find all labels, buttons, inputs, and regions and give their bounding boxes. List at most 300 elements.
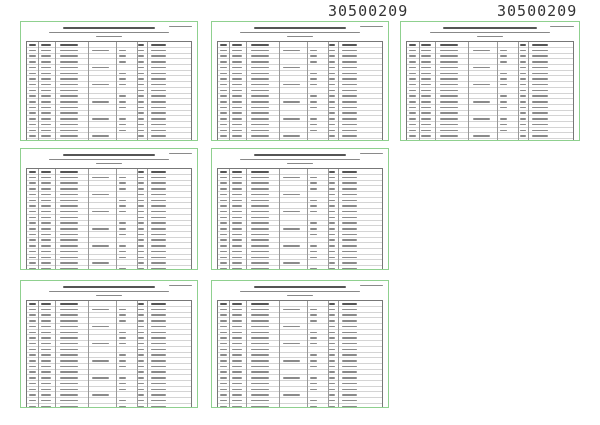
table-cell-text xyxy=(29,354,36,356)
table-cell-text xyxy=(232,383,242,385)
table-cell-text xyxy=(329,406,335,408)
table-cell-text xyxy=(138,101,144,103)
table-cell-text xyxy=(329,67,335,69)
table-cell-text xyxy=(283,101,300,103)
table-cell-text xyxy=(329,394,335,396)
report-page-p6 xyxy=(20,280,198,408)
table-cell-text xyxy=(232,61,242,63)
table-cell-text xyxy=(532,61,548,63)
table-cell-text xyxy=(421,84,431,86)
table-cell-text xyxy=(342,101,357,103)
table-cell-text xyxy=(41,251,51,253)
table-cell-text xyxy=(151,257,166,259)
table-cell-text xyxy=(220,354,227,356)
table-cell-text xyxy=(342,371,357,373)
table-cell-text xyxy=(119,55,126,57)
table-cell-text xyxy=(138,84,144,86)
table-cell-text xyxy=(119,107,126,109)
table-cell-text xyxy=(251,366,269,368)
table-cell-text xyxy=(520,112,526,114)
table-header-cell-text xyxy=(60,171,78,173)
table-cell-text xyxy=(310,309,317,311)
table-cell-text xyxy=(329,222,335,224)
table-cell-text xyxy=(138,182,144,184)
table-cell-text xyxy=(232,400,242,402)
table-cell-text xyxy=(92,101,109,103)
table-cell-text xyxy=(342,200,357,202)
table-cell-text xyxy=(251,400,269,402)
table-cell-text xyxy=(220,67,227,69)
table-cell-text xyxy=(119,130,126,132)
table-cell-text xyxy=(251,124,269,126)
table-cell-text xyxy=(41,366,51,368)
table-cell-text xyxy=(500,55,508,57)
table-cell-text xyxy=(220,177,227,179)
table-header-cell-text xyxy=(409,44,416,46)
table-cell-text xyxy=(310,406,317,408)
page-stamp-text xyxy=(169,153,192,154)
table-cell-text xyxy=(151,326,166,328)
table-cell-text xyxy=(29,383,36,385)
table-cell-text xyxy=(251,257,269,259)
table-cell-text xyxy=(41,118,51,120)
table-cell-text xyxy=(310,78,317,80)
table-cell-text xyxy=(232,55,242,57)
table-header-cell-text xyxy=(60,303,78,305)
table-cell-text xyxy=(60,211,78,213)
table-cell-text xyxy=(41,124,51,126)
table-cell-text xyxy=(29,200,36,202)
table-cell-text xyxy=(119,251,126,253)
table-cell-text xyxy=(329,84,335,86)
table-cell-text xyxy=(29,188,36,190)
table-cell-text xyxy=(29,124,36,126)
table-cell-text xyxy=(41,383,51,385)
table-cell-text xyxy=(251,61,269,63)
table-cell-text xyxy=(342,337,357,339)
page-stamp-text xyxy=(550,26,574,27)
report-table xyxy=(217,168,383,270)
table-cell-text xyxy=(329,332,335,334)
table-cell-text xyxy=(520,118,526,120)
table-cell-text xyxy=(60,389,78,391)
page-stamp-text xyxy=(360,26,383,27)
table-cell-text xyxy=(151,320,166,322)
table-cell-text xyxy=(220,211,227,213)
table-cell-text xyxy=(329,124,335,126)
table-cell-text xyxy=(232,50,242,52)
table-cell-text xyxy=(119,205,126,207)
table-cell-text xyxy=(138,400,144,402)
header-text-line xyxy=(240,291,360,293)
table-cell-text xyxy=(41,95,51,97)
table-cell-text xyxy=(41,309,51,311)
table-cell-text xyxy=(310,332,317,334)
table-cell-text xyxy=(342,194,357,196)
table-cell-text xyxy=(220,84,227,86)
table-cell-text xyxy=(220,107,227,109)
table-cell-text xyxy=(251,245,269,247)
table-cell-text xyxy=(329,188,335,190)
table-column-divider xyxy=(307,169,308,270)
table-cell-text xyxy=(409,101,416,103)
table-cell-text xyxy=(92,360,109,362)
table-cell-text xyxy=(232,205,242,207)
table-cell-text xyxy=(251,67,269,69)
table-column-divider xyxy=(229,301,230,408)
table-cell-text xyxy=(41,78,51,80)
table-cell-text xyxy=(329,217,335,219)
table-cell-text xyxy=(119,200,126,202)
table-cell-text xyxy=(310,228,317,230)
table-cell-text xyxy=(60,262,78,264)
table-cell-text xyxy=(520,107,526,109)
table-cell-text xyxy=(92,50,109,52)
table-cell-text xyxy=(220,257,227,259)
table-cell-text xyxy=(29,177,36,179)
table-cell-text xyxy=(60,124,78,126)
table-cell-text xyxy=(138,188,144,190)
table-cell-text xyxy=(500,78,508,80)
table-cell-text xyxy=(283,84,300,86)
table-cell-text xyxy=(138,389,144,391)
table-cell-text xyxy=(251,371,269,373)
sheet-number: 30500209 xyxy=(328,2,409,20)
table-cell-text xyxy=(310,314,317,316)
table-cell-text xyxy=(151,268,166,270)
table-header-cell-text xyxy=(440,44,458,46)
table-cell-text xyxy=(532,84,548,86)
table-cell-text xyxy=(251,135,269,137)
table-cell-text xyxy=(41,377,51,379)
table-cell-text xyxy=(232,194,242,196)
table-cell-text xyxy=(138,251,144,253)
table-cell-text xyxy=(532,107,548,109)
table-cell-text xyxy=(60,383,78,385)
report-table xyxy=(26,168,192,270)
table-cell-text xyxy=(119,400,126,402)
report-table xyxy=(406,41,574,141)
table-cell-text xyxy=(232,112,242,114)
table-cell-text xyxy=(329,135,335,137)
table-cell-text xyxy=(119,389,126,391)
table-header-cell-text xyxy=(329,171,335,173)
table-cell-text xyxy=(310,205,317,207)
table-cell-text xyxy=(329,95,335,97)
table-column-divider xyxy=(338,169,339,270)
table-column-divider xyxy=(279,169,280,270)
table-cell-text xyxy=(342,107,357,109)
table-cell-text xyxy=(232,84,242,86)
table-cell-text xyxy=(29,262,36,264)
table-cell-text xyxy=(520,130,526,132)
table-cell-text xyxy=(232,314,242,316)
table-cell-text xyxy=(532,112,548,114)
table-cell-text xyxy=(60,112,78,114)
table-cell-text xyxy=(342,205,357,207)
table-cell-text xyxy=(41,354,51,356)
table-cell-text xyxy=(310,95,317,97)
table-cell-text xyxy=(342,360,357,362)
table-cell-text xyxy=(329,177,335,179)
table-cell-text xyxy=(220,78,227,80)
table-cell-text xyxy=(232,101,242,103)
table-header-cell-text xyxy=(151,171,166,173)
table-cell-text xyxy=(41,337,51,339)
table-cell-text xyxy=(232,188,242,190)
table-header-cell-text xyxy=(232,44,242,46)
table-cell-text xyxy=(138,55,144,57)
page-stamp-text xyxy=(360,285,383,286)
table-cell-text xyxy=(220,314,227,316)
table-cell-text xyxy=(342,188,357,190)
table-cell-text xyxy=(310,211,317,213)
table-column-divider xyxy=(55,301,56,408)
table-cell-text xyxy=(220,371,227,373)
table-cell-text xyxy=(41,234,51,236)
table-cell-text xyxy=(60,268,78,270)
table-cell-text xyxy=(251,90,269,92)
table-cell-text xyxy=(151,118,166,120)
table-cell-text xyxy=(220,73,227,75)
table-header-cell-text xyxy=(41,44,51,46)
table-cell-text xyxy=(220,262,227,264)
table-header-cell-text xyxy=(232,171,242,173)
table-cell-text xyxy=(440,112,458,114)
table-cell-text xyxy=(119,228,126,230)
header-text-line xyxy=(254,154,347,156)
table-cell-text xyxy=(232,360,242,362)
table-cell-text xyxy=(60,394,78,396)
table-cell-text xyxy=(138,245,144,247)
table-cell-text xyxy=(440,118,458,120)
table-cell-text xyxy=(329,200,335,202)
header-text-line xyxy=(63,27,156,29)
table-cell-text xyxy=(138,262,144,264)
table-cell-text xyxy=(151,101,166,103)
table-cell-text xyxy=(500,130,508,132)
table-cell-text xyxy=(60,205,78,207)
table-cell-text xyxy=(119,211,126,213)
table-cell-text xyxy=(220,383,227,385)
table-cell-text xyxy=(41,326,51,328)
table-cell-text xyxy=(151,389,166,391)
table-cell-text xyxy=(532,78,548,80)
table-cell-text xyxy=(310,188,317,190)
table-cell-text xyxy=(342,394,357,396)
table-cell-text xyxy=(251,228,269,230)
table-cell-text xyxy=(41,371,51,373)
header-text-line xyxy=(49,291,169,293)
table-cell-text xyxy=(283,394,300,396)
table-cell-text xyxy=(421,124,431,126)
table-cell-text xyxy=(41,400,51,402)
table-cell-text xyxy=(60,118,78,120)
table-cell-text xyxy=(342,251,357,253)
table-cell-text xyxy=(60,135,78,137)
table-cell-text xyxy=(251,262,269,264)
table-cell-text xyxy=(232,354,242,356)
table-cell-text xyxy=(220,349,227,351)
table-cell-text xyxy=(151,332,166,334)
table-cell-text xyxy=(41,200,51,202)
table-cell-text xyxy=(119,101,126,103)
table-cell-text xyxy=(151,84,166,86)
table-cell-text xyxy=(220,228,227,230)
table-cell-text xyxy=(41,90,51,92)
table-cell-text xyxy=(251,107,269,109)
table-cell-text xyxy=(251,337,269,339)
table-cell-text xyxy=(220,326,227,328)
table-cell-text xyxy=(220,400,227,402)
table-cell-text xyxy=(41,73,51,75)
table-cell-text xyxy=(232,211,242,213)
table-cell-text xyxy=(232,217,242,219)
table-cell-text xyxy=(29,182,36,184)
table-cell-text xyxy=(342,239,357,241)
table-cell-text xyxy=(251,394,269,396)
table-cell-text xyxy=(220,343,227,345)
table-cell-text xyxy=(283,228,300,230)
table-cell-text xyxy=(232,251,242,253)
table-cell-text xyxy=(151,61,166,63)
table-cell-text xyxy=(232,389,242,391)
table-cell-text xyxy=(41,188,51,190)
table-cell-text xyxy=(220,406,227,408)
table-cell-text xyxy=(440,50,458,52)
table-cell-text xyxy=(92,194,109,196)
table-cell-text xyxy=(60,78,78,80)
table-column-divider xyxy=(116,301,117,408)
table-cell-text xyxy=(500,50,508,52)
table-cell-text xyxy=(232,135,242,137)
table-cell-text xyxy=(520,78,526,80)
table-cell-text xyxy=(119,332,126,334)
table-cell-text xyxy=(232,349,242,351)
table-column-divider xyxy=(88,42,89,141)
table-cell-text xyxy=(41,217,51,219)
table-cell-text xyxy=(29,222,36,224)
table-cell-text xyxy=(421,55,431,57)
table-cell-text xyxy=(421,95,431,97)
table-cell-text xyxy=(151,73,166,75)
table-cell-text xyxy=(421,107,431,109)
table-cell-text xyxy=(119,268,126,270)
table-cell-text xyxy=(310,320,317,322)
table-cell-text xyxy=(232,394,242,396)
table-cell-text xyxy=(283,50,300,52)
table-cell-text xyxy=(60,194,78,196)
header-text-line xyxy=(240,32,360,34)
table-column-divider xyxy=(88,169,89,270)
table-cell-text xyxy=(220,50,227,52)
table-cell-text xyxy=(220,194,227,196)
table-cell-text xyxy=(232,200,242,202)
table-cell-text xyxy=(138,349,144,351)
table-cell-text xyxy=(138,228,144,230)
table-cell-text xyxy=(440,55,458,57)
table-header-cell-text xyxy=(60,44,78,46)
table-cell-text xyxy=(232,130,242,132)
header-text-line xyxy=(63,286,156,288)
table-cell-text xyxy=(520,61,526,63)
table-header-cell-text xyxy=(232,303,242,305)
table-column-divider xyxy=(419,42,420,141)
table-cell-text xyxy=(520,84,526,86)
table-cell-text xyxy=(310,130,317,132)
table-cell-text xyxy=(520,135,526,137)
table-cell-text xyxy=(60,73,78,75)
table-cell-text xyxy=(329,245,335,247)
table-cell-text xyxy=(60,360,78,362)
table-cell-text xyxy=(329,234,335,236)
table-cell-text xyxy=(409,112,416,114)
table-cell-text xyxy=(92,67,109,69)
table-cell-text xyxy=(232,406,242,408)
table-cell-text xyxy=(220,101,227,103)
table-column-divider xyxy=(468,42,469,141)
table-cell-text xyxy=(310,73,317,75)
table-cell-text xyxy=(29,61,36,63)
table-cell-text xyxy=(440,73,458,75)
table-cell-text xyxy=(151,354,166,356)
table-cell-text xyxy=(342,177,357,179)
table-cell-text xyxy=(220,118,227,120)
table-cell-text xyxy=(310,101,317,103)
table-column-divider xyxy=(38,169,39,270)
table-cell-text xyxy=(283,67,300,69)
table-cell-text xyxy=(138,383,144,385)
table-cell-text xyxy=(60,200,78,202)
table-cell-text xyxy=(60,130,78,132)
table-cell-text xyxy=(151,55,166,57)
table-cell-text xyxy=(119,61,126,63)
table-cell-text xyxy=(232,320,242,322)
table-cell-text xyxy=(232,90,242,92)
table-column-divider xyxy=(338,301,339,408)
table-cell-text xyxy=(29,268,36,270)
page-stamp-text xyxy=(360,153,383,154)
table-cell-text xyxy=(232,95,242,97)
table-column-divider xyxy=(435,42,436,141)
table-column-divider xyxy=(147,301,148,408)
table-cell-text xyxy=(29,371,36,373)
table-cell-text xyxy=(119,84,126,86)
table-cell-text xyxy=(440,95,458,97)
table-cell-text xyxy=(440,101,458,103)
table-cell-text xyxy=(310,337,317,339)
table-cell-text xyxy=(119,118,126,120)
table-cell-text xyxy=(310,234,317,236)
table-cell-text xyxy=(220,366,227,368)
table-cell-text xyxy=(119,360,126,362)
table-cell-text xyxy=(409,130,416,132)
table-cell-text xyxy=(342,135,357,137)
table-cell-text xyxy=(251,205,269,207)
table-cell-text xyxy=(119,95,126,97)
table-cell-text xyxy=(29,239,36,241)
table-cell-text xyxy=(41,205,51,207)
table-cell-text xyxy=(119,50,126,52)
table-cell-text xyxy=(421,73,431,75)
table-cell-text xyxy=(138,78,144,80)
table-cell-text xyxy=(119,343,126,345)
table-cell-text xyxy=(409,90,416,92)
table-column-divider xyxy=(229,169,230,270)
table-cell-text xyxy=(151,309,166,311)
table-cell-text xyxy=(329,50,335,52)
table-cell-text xyxy=(29,337,36,339)
